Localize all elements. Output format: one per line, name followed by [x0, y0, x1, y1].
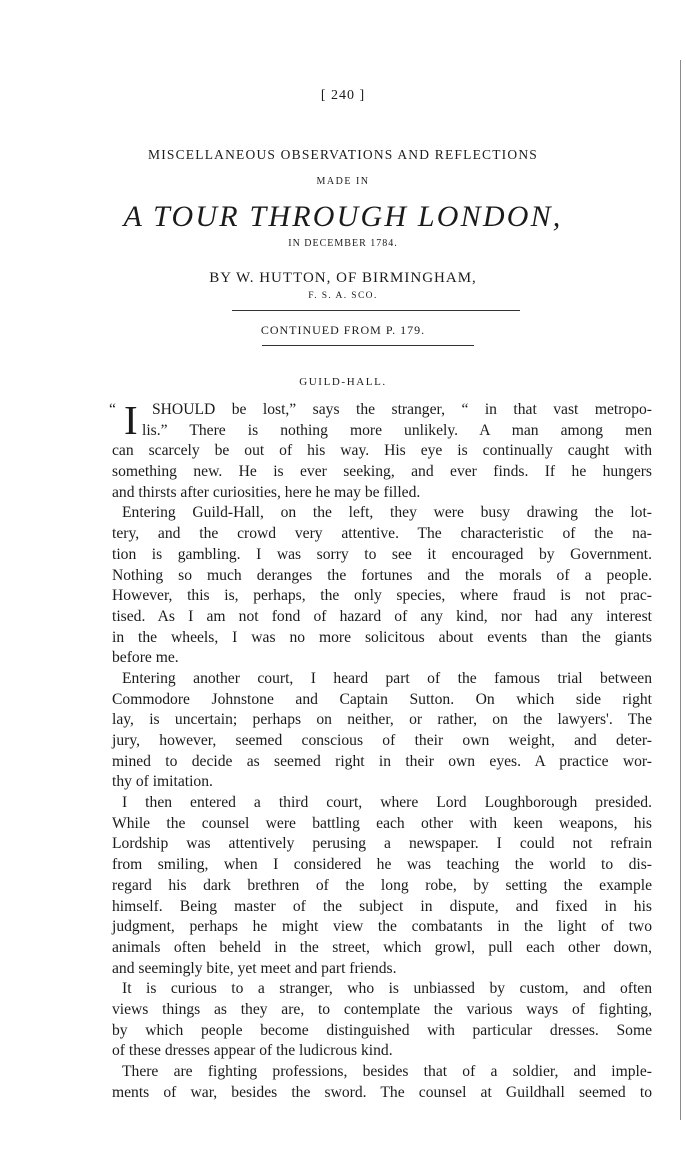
heading-rule: [232, 310, 520, 311]
heading-date: IN DECEMBER 1784.: [288, 238, 398, 249]
section-title: GUILD-HALL.: [299, 376, 387, 388]
body-text: [109, 397, 652, 1103]
body-line: tery, and the crowd very attentive. The characteristic of the na-: [112, 525, 652, 543]
body-line: before me.: [112, 649, 179, 667]
body-line: jury, however, seemed conscious of their own weight, and deter-: [112, 732, 652, 749]
body-line: regard his dark brethren of the long robe, by setting the example: [112, 876, 652, 894]
body-line: and thirsts after curiosities, here he may be filled.: [112, 483, 421, 501]
body-line: While the counsel were battling each other with keen weapons, his: [112, 814, 652, 832]
heading-made-in: MADE IN: [316, 176, 370, 187]
body-line: SHOULD be lost,” says the stranger, “ in that vast metropo-: [152, 401, 652, 418]
body-line: thy of imitation.: [112, 773, 213, 791]
opening-quote: “: [109, 401, 116, 418]
body-line: I then entered a third court, where Lord Loughborough presided.: [122, 794, 652, 812]
body-line: Lordship was attentively perusing a newspaper. I could not refrain: [112, 835, 652, 853]
heading-tour-title: A TOUR THROUGH LONDON,: [123, 200, 563, 233]
heading-author-credentials: F. S. A. SCO.: [308, 291, 378, 301]
page-number: [ 240 ]: [320, 88, 366, 103]
body-line: lay, is uncertain; perhaps on neither, or rather, on the lawyers'. The: [112, 711, 652, 729]
body-line: by which people become distinguished with particular dresses. Some: [112, 1021, 652, 1039]
body-line: mined to decide as seemed right in their own eyes. A practice wor-: [112, 752, 652, 770]
body-line: Commodore Johnstone and Captain Sutton. On which side right: [112, 690, 652, 708]
body-line: views things as they are, to contemplate the various ways of fighting,: [112, 1000, 652, 1018]
body-line: animals often beheld in the street, which growl, pull each other down,: [112, 938, 652, 956]
body-line: and seemingly bite, yet meet and part friends.: [112, 959, 397, 977]
body-line: Entering another court, I heard part of the famous trial between: [122, 669, 652, 687]
body-line: tised. As I am not fond of hazard of any kind, nor had any interest: [112, 607, 652, 625]
body-line: ments of war, besides the sword. The counsel at Guildhall seemed to: [112, 1083, 652, 1101]
body-line: of these dresses appear of the ludicrous kind.: [112, 1042, 393, 1060]
heading-miscellaneous: MISCELLANEOUS OBSERVATIONS AND REFLECTIONS: [148, 147, 538, 162]
body-line: It is curious to a stranger, who is unbiassed by custom, and often: [122, 980, 652, 998]
body-line: There are fighting professions, besides that of a soldier, and imple-: [122, 1063, 652, 1080]
heading-author: BY W. HUTTON, OF BIRMINGHAM,: [209, 270, 477, 286]
body-line: Entering Guild-Hall, on the left, they were busy drawing the lot-: [122, 504, 652, 522]
body-line: in the wheels, I was no more solicitous about events than the giants: [112, 628, 652, 646]
body-line: himself. Being master of the subject in dispute, and fixed in his: [112, 897, 652, 915]
heading-rule-short: [262, 345, 474, 346]
body-line: However, this is, perhaps, the only species, where fraud is not prac-: [112, 587, 652, 605]
heading-continued: CONTINUED FROM P. 179.: [260, 323, 426, 337]
drop-cap: I: [124, 397, 138, 443]
body-line: can scarcely be out of his way. His eye is continually caught with: [112, 442, 652, 460]
body-line: something new. He is ever seeking, and ever finds. If he hungers: [112, 463, 652, 481]
body-line: lis.” There is nothing more unlikely. A man among men: [142, 421, 652, 439]
body-line: from smiling, when I considered he was teaching the world to dis-: [112, 856, 652, 874]
body-line: tion is gambling. I was sorry to see it encouraged by Government.: [112, 545, 652, 563]
body-line: Nothing so much deranges the fortunes and the morals of a people.: [112, 566, 652, 584]
body-line: judgment, perhaps he might view the combatants in the light of two: [112, 918, 652, 936]
